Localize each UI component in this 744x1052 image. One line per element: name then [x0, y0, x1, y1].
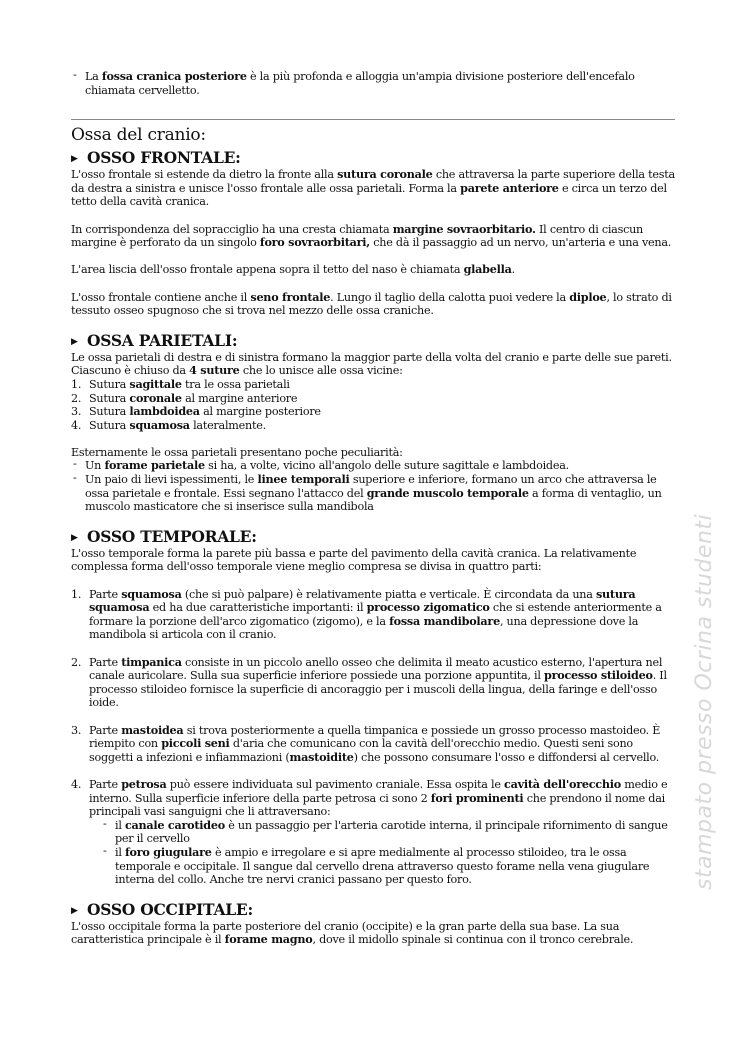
- bold-term: linee temporali: [257, 472, 350, 487]
- text-run: Parte: [89, 723, 122, 737]
- list-number: 2.: [71, 655, 82, 669]
- bold-term: forame parietale: [104, 458, 205, 473]
- bold-term: squamosa: [121, 586, 182, 601]
- text-run: Sutura: [89, 377, 130, 391]
- text-run: si trova posteriormente a quella timpanica e possiede un grosso processo mastoideo. È riempito con: [89, 723, 661, 751]
- list-item: [71, 419, 675, 433]
- list-number: 2.: [71, 391, 82, 405]
- text-run: il: [115, 818, 125, 832]
- paragraph: [71, 223, 675, 250]
- text-run: Sutura: [89, 405, 130, 419]
- text-run: Sutura: [89, 418, 130, 432]
- bold-term: cavità dell'orecchio: [504, 776, 621, 791]
- intro-bullet: [71, 70, 675, 97]
- list-item: [71, 778, 675, 819]
- bullet-item: [101, 846, 675, 887]
- text-run: L'osso frontale contiene anche il: [71, 290, 251, 304]
- text-run: In corrispondenza del sopracciglio ha una cresta chiamata: [71, 222, 393, 236]
- bold-term: glabella: [463, 262, 512, 277]
- text-run: d'aria che comunicano con la cavità dell'orecchio medio. Questi seni sono soggetti a infezioni e infiammazioni (: [89, 737, 633, 764]
- heading-ossa-parietali: ▶ OSSA PARIETALI:: [71, 330, 238, 350]
- bold-term: mastoidea: [121, 722, 184, 737]
- text-run: L'osso frontale si estende da dietro la fronte alla: [71, 168, 338, 182]
- text-run: ) che possono consumare l'osso e diffondersi al cervello.: [353, 750, 660, 764]
- text-run: che lo unisce alle ossa vicine:: [239, 364, 403, 378]
- text-run: tra le ossa parietali: [181, 377, 290, 391]
- bold-term: coronale: [129, 390, 182, 405]
- bold-term: petrosa: [121, 776, 167, 791]
- text-run: .: [511, 263, 515, 277]
- list-number: 3.: [71, 405, 82, 419]
- text-run: La: [85, 70, 102, 83]
- bold-term: margine sovraorbitario.: [392, 221, 536, 236]
- paragraph: [71, 446, 675, 460]
- text-run: L'osso occipitale forma la parte posteriore del cranio (occipite) e la gran parte della sua base. La sua caratteristica principale è il: [71, 919, 620, 947]
- list-number: 1.: [71, 587, 82, 601]
- list-item: [71, 656, 675, 710]
- watermark: stampato presso Ocrina studenti: [692, 513, 717, 890]
- text-run: superiore e inferiore, formano un arco che attraversa le ossa parietale e frontale. Essi segnano l'attacco del: [85, 473, 657, 500]
- text-run: Un paio di lievi ispessimenti, le: [85, 473, 258, 487]
- text-run: consiste in un piccolo anello osseo che delimita il meato acustico esterno, l'apertura nel canale auricolare. Sulla sua superficie inferiore possiede una porzione appuntita, il: [89, 655, 663, 683]
- triangle-bullet-icon: ▶: [71, 154, 78, 165]
- bold-term: sutura squamosa: [89, 586, 636, 615]
- heading-osso-temporale: ▶ OSSO TEMPORALE:: [71, 526, 257, 546]
- list-number: 1.: [71, 377, 82, 391]
- text-run: è la più profonda e alloggia un'ampia divisione posteriore dell'encefalo chiamata cervelletto.: [85, 70, 635, 97]
- bold-term: fossa mandibolare: [389, 613, 500, 628]
- paragraph: [71, 168, 675, 209]
- text-run: L'osso temporale forma la parete più bassa e parte del pavimento della cavità cranica. La relativamente complessa forma dell'osso temporale viene meglio compresa se divisa in quattro parti:: [71, 546, 637, 574]
- list-item: [71, 588, 675, 642]
- text-run: e circa un terzo del tetto della cavità cranica.: [71, 181, 667, 209]
- bold-term: processo zigomatico: [366, 600, 490, 615]
- text-run: , lo strato di tessuto osseo spugnoso che si trova nel mezzo delle ossa craniche.: [71, 290, 672, 318]
- text-run: che prendono il nome dai principali vasi sanguigni che li attraversano:: [89, 791, 665, 819]
- bold-term: processo stiloideo: [544, 668, 653, 683]
- text-run: lateralmente.: [189, 418, 266, 432]
- list-item: [71, 392, 675, 406]
- foramina-list: [71, 819, 675, 887]
- text-run: al margine posteriore: [199, 405, 321, 419]
- bullet-item: [101, 819, 675, 846]
- text-run: Il centro di ciascun margine è perforato da un singolo: [71, 222, 644, 250]
- text-run: L'area liscia dell'osso frontale appena sopra il tetto del naso è chiamata: [71, 263, 464, 277]
- bold-term: seno frontale: [250, 289, 331, 304]
- list-item: [71, 405, 675, 419]
- bold-term: fossa cranica posteriore: [101, 69, 247, 83]
- text-run: a forma di ventaglio, un muscolo masticatore che si inserisce sulla mandibola: [85, 486, 662, 514]
- text-run: che si estende anteriormente a formare la porzione dell'arco zigomatico (zigomo), e la: [89, 601, 662, 628]
- parts-list: [71, 588, 675, 819]
- text-run: (che si può palpare) è relativamente piatta e verticale. È circondata da una: [181, 587, 596, 601]
- bold-term: sagittale: [129, 376, 182, 391]
- bold-term: squamosa: [129, 417, 190, 432]
- bold-term: canale carotideo: [124, 817, 225, 832]
- divider: [71, 119, 675, 120]
- page-title: Ossa del cranio:: [71, 125, 206, 146]
- bold-term: timpanica: [121, 654, 182, 669]
- bold-term: piccoli seni: [161, 736, 230, 751]
- text-run: Un: [85, 459, 105, 473]
- text-run: il: [115, 845, 125, 859]
- paragraph: [71, 351, 675, 378]
- bold-term: parete anteriore: [460, 180, 559, 195]
- paragraph: [71, 263, 675, 277]
- bold-term: sutura coronale: [337, 167, 433, 182]
- text-run: Le ossa parietali di destra e di sinistra formano la maggior parte della volta del cranio e parte delle sue pareti. Ciascuno è chiuso da: [71, 350, 672, 378]
- paragraph: [71, 547, 675, 574]
- text-run: può essere individuata sul pavimento craniale. Essa ospita le: [166, 777, 505, 791]
- bold-term: grande muscolo temporale: [366, 485, 529, 500]
- document-page: [71, 70, 675, 947]
- text-run: , una depressione dove la mandibola si articola con il cranio.: [89, 614, 639, 642]
- paragraph: [71, 920, 675, 947]
- triangle-bullet-icon: ▶: [71, 905, 78, 916]
- bold-term: diploe: [569, 289, 607, 304]
- bold-term: forame magno: [224, 932, 313, 947]
- heading-osso-occipitale: ▶ OSSO OCCIPITALE:: [71, 899, 253, 919]
- list-number: 4.: [71, 418, 82, 432]
- bullet-item: [71, 459, 675, 473]
- text-run: Parte: [89, 777, 122, 791]
- list-number: 3.: [71, 723, 82, 737]
- bold-term: fori prominenti: [430, 790, 524, 805]
- bold-term: foro giugulare: [124, 844, 212, 859]
- text-run: Sutura: [89, 391, 130, 405]
- bold-term: lambdoidea: [129, 404, 200, 419]
- text-run: Esternamente le ossa parietali presentano poche peculiarità:: [71, 445, 403, 459]
- triangle-bullet-icon: ▶: [71, 532, 78, 543]
- text-run: Parte: [89, 587, 122, 601]
- suture-list: [71, 378, 675, 432]
- text-run: . Il processo stiloideo fornisce la superficie di ancoraggio per i muscoli della lingua, della faringe e dell'osso ioide.: [89, 669, 667, 710]
- list-item: [71, 724, 675, 765]
- text-run: . Lungo il taglio della calotta puoi vedere la: [330, 290, 570, 304]
- text-run: medio e interno. Sulla superficie inferiore della parte petrosa ci sono 2: [89, 777, 668, 805]
- text-run: , dove il midollo spinale si continua con il tronco cerebrale.: [312, 933, 634, 947]
- bold-term: mastoidite: [289, 749, 354, 764]
- text-run: è un passaggio per l'arteria carotide interna, il principale rifornimento di sangue per il cervello: [115, 818, 668, 846]
- bold-term: foro sovraorbitari,: [259, 235, 370, 250]
- peculiarity-list: [71, 459, 675, 513]
- text-run: è ampio e irregolare e si apre medialmente al processo stiloideo, tra le ossa temporale e occipitale. Il sangue dal cervello drena attraverso questo forame nella vena giugulare interna del collo. Anche tre nervi cranici passano per questo foro.: [115, 845, 650, 887]
- bold-term: 4 suture: [189, 363, 240, 378]
- list-item: [71, 378, 675, 392]
- list-number: 4.: [71, 777, 82, 791]
- text-run: si ha, a volte, vicino all'angolo delle suture sagittale e lambdoidea.: [204, 459, 569, 473]
- text-run: ed ha due caratteristiche importanti: il: [149, 601, 367, 615]
- text-run: al margine anteriore: [181, 391, 298, 405]
- triangle-bullet-icon: ▶: [71, 336, 78, 347]
- text-run: che dà il passaggio ad un nervo, un'arteria e una vena.: [369, 236, 672, 250]
- bullet-item: [71, 473, 675, 514]
- paragraph: [71, 291, 675, 318]
- text-run: Parte: [89, 655, 122, 669]
- heading-osso-frontale: ▶ OSSO FRONTALE:: [71, 148, 241, 168]
- text-run: che attraversa la parte superiore della testa da destra a sinistra e unisce l'osso frontale alle ossa parietali. Forma la: [71, 168, 675, 195]
